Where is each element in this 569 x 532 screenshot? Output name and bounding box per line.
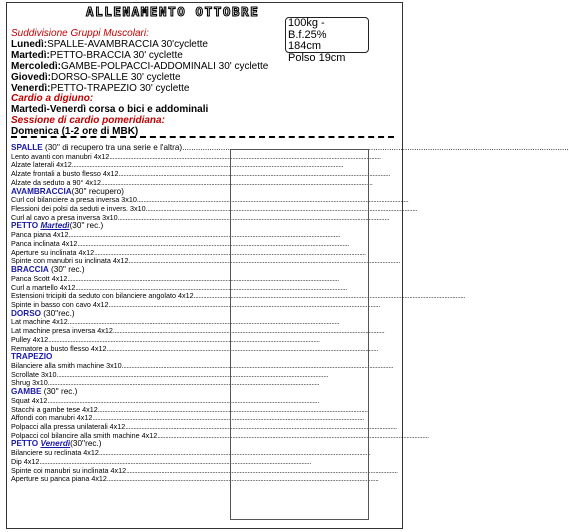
afternoon-cardio-title: Sessione di cardio pomeridiana: bbox=[11, 115, 165, 127]
exercise-text: Lento avanti con manubri 4x12 bbox=[11, 151, 110, 161]
dot-leader: .......................................................................................................................................................................... bbox=[97, 404, 370, 414]
dashed-divider bbox=[11, 136, 394, 138]
exercise-text: Spinte coi manubri su inclinata 4x12 bbox=[11, 465, 127, 475]
section-note: (30''rec.) bbox=[41, 308, 75, 318]
exercise-text: Panca Scott 4x12 bbox=[11, 273, 68, 283]
exercise-text: Curl a martello 4x12 bbox=[11, 282, 76, 292]
dot-leader: .......................................................................................................................................................................... bbox=[125, 422, 397, 431]
dot-leader: .......................................................................................................................................................................... bbox=[67, 317, 340, 327]
exercise-text: Lat machine 4x12 bbox=[11, 317, 68, 327]
section-note: (30'' di recupero tra una serie e l'altra) bbox=[42, 143, 183, 152]
exercise-text: Pulley 4x12 bbox=[11, 334, 49, 344]
section-name: TRAPEZIO bbox=[11, 352, 53, 362]
dot-leader: .......................................................................................................................................................................... bbox=[71, 160, 344, 170]
exercise-text: Alzate laterali 4x12 bbox=[11, 160, 72, 170]
fasting-cardio-title: Cardio a digiuno: bbox=[11, 93, 94, 105]
section-note: (30'' rec.) bbox=[41, 387, 78, 397]
dot-leader: .......................................................................................................................................................................... bbox=[157, 430, 429, 440]
dot-leader: .......................................................................................................................................................................... bbox=[48, 334, 320, 344]
dot-leader: .......................................................................................................................................................................... bbox=[117, 212, 390, 222]
dot-leader: .......................................................................................................................................................................... bbox=[193, 291, 466, 301]
dot-leader: .......................................................................................................................................................................... bbox=[98, 448, 371, 458]
dot-leader: .......................................................................................................................................................................... bbox=[67, 273, 339, 283]
afternoon-cardio-text: Domenica (1-2 ore di MBK) bbox=[11, 126, 139, 138]
section-note: (30'' rec.) bbox=[69, 221, 104, 231]
exercise-text: Stacchi a gambe tese 4x12 bbox=[11, 404, 98, 414]
exercise-text: Spinte in basso con cavo 4x12 bbox=[11, 299, 109, 309]
dot-leader: .......................................................................................................................................................................... bbox=[112, 326, 385, 336]
section-day: Martedì bbox=[40, 221, 70, 231]
exercise-text: Alzate frontali a busto flesso 4x12 bbox=[11, 169, 119, 179]
section-name: SPALLE bbox=[11, 143, 43, 152]
exercise-text: Polpacci alla pressa unilaterali 4x12 bbox=[11, 422, 126, 431]
exercise-text: Affondi con manubri 4x12 bbox=[11, 413, 93, 423]
section-name: GAMBE bbox=[11, 387, 42, 397]
dot-leader: .......................................................................................................................................................................... bbox=[47, 395, 319, 405]
exercise-text: Curl al cavo a presa inversa 3x10 bbox=[11, 212, 118, 222]
section-note: (30''rec.) bbox=[70, 439, 102, 449]
section-name: PETTO bbox=[11, 221, 39, 231]
page-title: ALLENAMENTO OTTOBRE bbox=[86, 4, 260, 19]
dot-leader: .......................................................................................................................................................................... bbox=[68, 230, 341, 240]
dot-leader: .......................................................................................................................................................................... bbox=[94, 247, 366, 257]
exercise-text: Panca piana 4x12 bbox=[11, 230, 69, 240]
dot-leader: .......................................................................................................................................................................... bbox=[109, 151, 381, 161]
exercise-text: Estensioni tricipiti da seduto con bilanciere angolato 4x12 bbox=[11, 291, 194, 301]
body-stats-box bbox=[285, 17, 369, 64]
exercise-text: Curl col bilanciere a presa inversa 3x10 bbox=[11, 195, 137, 205]
dot-leader: .......................................................................................................................................................................... bbox=[121, 360, 394, 370]
exercise-text: Spinte con manubri su inclinata 4x12 bbox=[11, 256, 129, 266]
schedule-header bbox=[11, 29, 286, 138]
dot-leader: .......................................................................................................................................................................... bbox=[145, 204, 418, 214]
notes-box bbox=[230, 149, 369, 520]
section-name: AVAMBRACCIA bbox=[11, 186, 72, 196]
section-note: (30'' rec.) bbox=[48, 265, 85, 275]
exercise-text: Lat machine presa inversa 4x12 bbox=[11, 326, 113, 336]
dot-leader: .......................................................................................................................................................................... bbox=[106, 343, 378, 353]
dot-leader: .......................................................................................................................................................................... bbox=[101, 177, 373, 187]
split-title: Suddivisione Gruppi Muscolari: bbox=[11, 28, 149, 39]
dot-leader: .......................................................................................................................................................................... bbox=[92, 413, 364, 423]
section-day: Venerdì bbox=[40, 439, 71, 449]
dot-leader: .......................................................................................................................................................................... bbox=[108, 299, 380, 309]
section-note: (30'' recupero) bbox=[71, 186, 124, 196]
exercise-text: Panca inclinata 4x12 bbox=[11, 238, 78, 248]
exercise-text: Scrollate 3x10 bbox=[11, 369, 57, 379]
dot-leader: .......................................................................................................................................................................... bbox=[56, 369, 329, 379]
dot-leader: .......................................................................................................................................................................... bbox=[126, 465, 398, 475]
exercise-text: Polpacci col bilancire alla smith machine 4x12 bbox=[11, 430, 158, 440]
stat-weight-bodyfat: 100kg - B.f.25% bbox=[288, 17, 327, 41]
dot-leader: .......................................................................................................................................................................... bbox=[47, 378, 320, 388]
day-line-monday: Lunedì:SPALLE-AVAMBRACCIA 30'cyclette bbox=[11, 38, 208, 50]
dot-leader: .......................................................................................................................................................................... bbox=[118, 169, 390, 179]
section-name: BRACCIA bbox=[11, 265, 49, 275]
exercise-text: Flessioni dei polsi da seduti e invers. 3x10 bbox=[11, 204, 146, 214]
exercise-text: Alzate da seduto a 90° 4x12 bbox=[11, 177, 101, 187]
exercise-text: Bilanciere alla smith machine 3x10 bbox=[11, 360, 122, 370]
day-line-tuesday: Martedì:PETTO-BRACCIA 30' cyclette bbox=[11, 49, 183, 61]
stat-height: 184cm bbox=[288, 40, 322, 52]
exercise-text: Shrug 3x10 bbox=[11, 378, 48, 388]
dot-leader: .......................................................................................................................................................................... bbox=[77, 238, 349, 248]
section-header: SPALLE (30'' di recupero tra una serie e l'altra).......................................................................................................................................................................... bbox=[11, 143, 569, 152]
day-line-thursday: Giovedì:DORSO-SPALLE 30' cyclette bbox=[11, 71, 181, 83]
day-line-wednesday: Mercoledì:GAMBE-POLPACCI-ADDOMINALI 30' cyclette bbox=[11, 60, 269, 72]
dot-leader: .......................................................................................................................................................................... bbox=[128, 256, 400, 266]
exercise-text: Dip 4x12 bbox=[11, 456, 40, 466]
stat-wrist: Polso 19cm bbox=[288, 51, 346, 64]
dot-leader: .......................................................................................................................................................................... bbox=[39, 456, 311, 466]
exercise-text: Aperture su inclinata 4x12 bbox=[11, 247, 95, 257]
day-line-friday: Venerdì:PETTO-TRAPEZIO 30' cyclette bbox=[11, 82, 190, 94]
section-name: DORSO bbox=[11, 308, 42, 318]
dot-leader: .......................................................................................................................................................................... bbox=[75, 282, 347, 292]
exercise-text: Bilanciere su reclinata 4x12 bbox=[11, 448, 99, 458]
fasting-cardio-text: Martedì-Venerdì corsa o bici e addominali bbox=[11, 104, 209, 116]
section-name: PETTO bbox=[11, 439, 39, 449]
exercise-text: Rematore a busto flesso 4x12 bbox=[11, 343, 107, 353]
exercise-text: Aperture su panca piana 4x12 bbox=[11, 474, 107, 484]
dot-leader: .......................................................................................................................................................................... bbox=[136, 195, 409, 205]
dot-leader: .......................................................................................................................................................................... bbox=[106, 474, 379, 484]
exercise-text: Squat 4x12 bbox=[11, 395, 48, 405]
